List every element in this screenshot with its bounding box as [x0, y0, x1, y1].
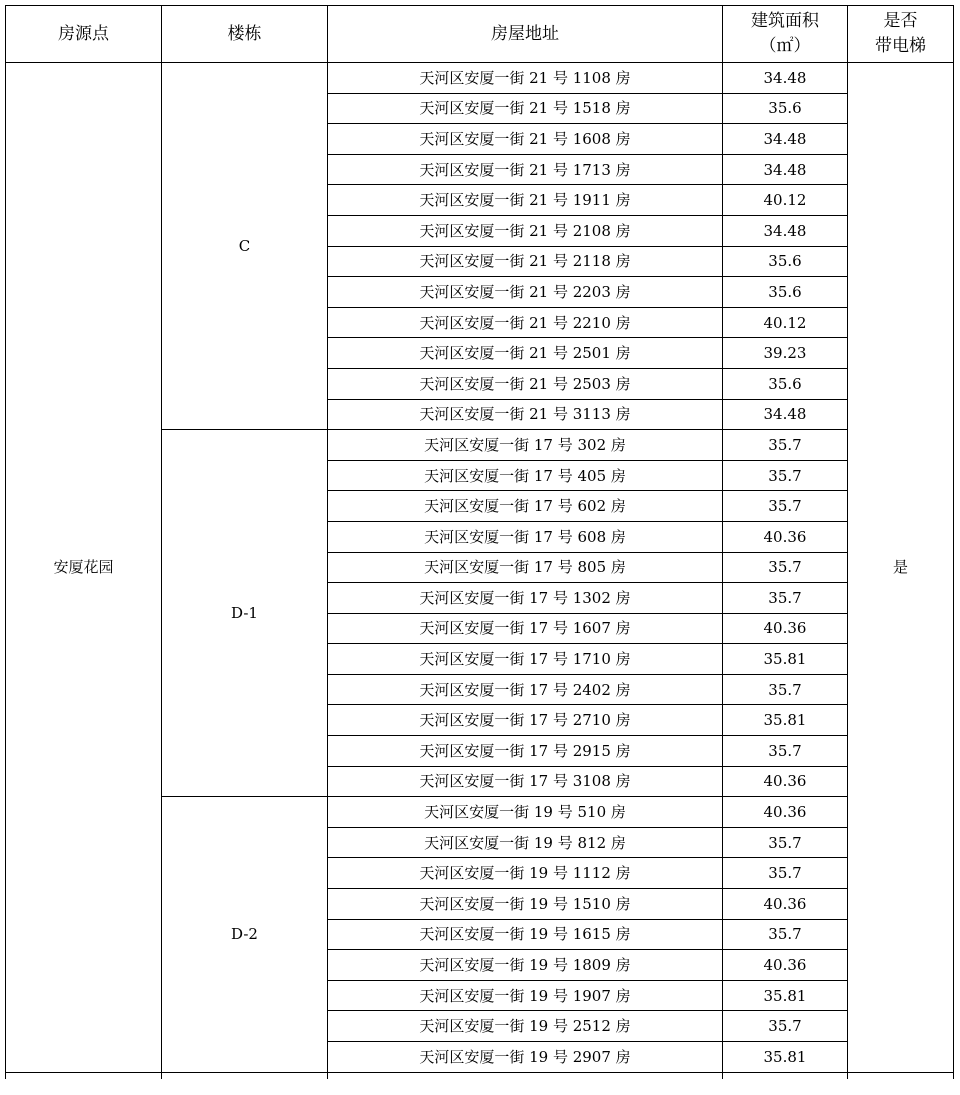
area-cell: 35.6 — [723, 277, 848, 308]
header-area — [723, 6, 848, 63]
header-area-label: 建筑面积 — [751, 11, 819, 31]
header-area-unit: （㎡） — [759, 36, 811, 56]
address-cell: 天河区安厦一街 17 号 1607 房 — [328, 613, 723, 644]
address-cell: 天河区安厦一街 17 号 2402 房 — [328, 674, 723, 705]
building-cell: D-1 — [162, 430, 328, 797]
address-cell: 天河区安厦一街 19 号 2907 房 — [328, 1042, 723, 1073]
table-row — [6, 63, 954, 94]
header-elevator-line2: 带电梯 — [875, 36, 926, 56]
building-cell: C — [162, 63, 328, 430]
address-cell: 天河区安厦一街 19 号 812 房 — [328, 827, 723, 858]
address-cell: 天河区安厦一街 17 号 1710 房 — [328, 644, 723, 675]
address-cell: 天河区安厦一街 21 号 2108 房 — [328, 215, 723, 246]
address-cell: 天河区安厦一街 19 号 1615 房 — [328, 919, 723, 950]
table-body — [6, 63, 954, 1079]
cutoff-cell — [848, 1072, 954, 1079]
header-building: 楼栋 — [162, 6, 328, 63]
area-cell: 35.81 — [723, 980, 848, 1011]
area-cell: 40.36 — [723, 950, 848, 981]
address-cell: 天河区安厦一街 19 号 510 房 — [328, 797, 723, 828]
area-cell: 34.48 — [723, 124, 848, 155]
area-cell: 39.23 — [723, 338, 848, 369]
address-cell: 天河区安厦一街 21 号 2503 房 — [328, 368, 723, 399]
area-cell: 35.7 — [723, 1011, 848, 1042]
area-cell: 35.7 — [723, 552, 848, 583]
area-cell: 35.7 — [723, 919, 848, 950]
address-cell: 天河区安厦一街 21 号 1108 房 — [328, 63, 723, 94]
area-cell: 35.7 — [723, 460, 848, 491]
address-cell: 天河区安厦一街 17 号 1302 房 — [328, 583, 723, 614]
area-cell: 34.48 — [723, 215, 848, 246]
area-cell: 35.81 — [723, 705, 848, 736]
area-cell: 35.7 — [723, 430, 848, 461]
address-cell: 天河区安厦一街 17 号 805 房 — [328, 552, 723, 583]
address-cell: 天河区安厦一街 21 号 2210 房 — [328, 307, 723, 338]
address-cell: 天河区安厦一街 21 号 2118 房 — [328, 246, 723, 277]
area-cell: 35.7 — [723, 736, 848, 767]
cutoff-cell — [162, 1072, 328, 1079]
area-cell: 40.36 — [723, 766, 848, 797]
area-cell: 40.12 — [723, 185, 848, 216]
area-cell: 40.12 — [723, 307, 848, 338]
area-cell: 34.48 — [723, 399, 848, 430]
area-cell: 35.7 — [723, 583, 848, 614]
area-cell: 35.81 — [723, 1042, 848, 1073]
header-elevator — [848, 6, 954, 63]
address-cell: 天河区安厦一街 17 号 302 房 — [328, 430, 723, 461]
area-cell: 35.7 — [723, 674, 848, 705]
area-cell: 35.7 — [723, 858, 848, 889]
address-cell: 天河区安厦一街 17 号 2710 房 — [328, 705, 723, 736]
area-cell: 35.6 — [723, 246, 848, 277]
site-name-cell: 安厦花园 — [6, 63, 162, 1073]
housing-table — [5, 5, 954, 1079]
area-cell: 35.7 — [723, 491, 848, 522]
address-cell: 天河区安厦一街 21 号 2203 房 — [328, 277, 723, 308]
address-cell: 天河区安厦一街 19 号 1510 房 — [328, 889, 723, 920]
cutoff-cell — [723, 1072, 848, 1079]
address-cell: 天河区安厦一街 21 号 1713 房 — [328, 154, 723, 185]
address-cell: 天河区安厦一街 21 号 1518 房 — [328, 93, 723, 124]
address-cell: 天河区安厦一街 19 号 1112 房 — [328, 858, 723, 889]
area-cell: 40.36 — [723, 889, 848, 920]
cutoff-cell — [328, 1072, 723, 1079]
address-cell: 天河区安厦一街 17 号 602 房 — [328, 491, 723, 522]
area-cell: 35.6 — [723, 368, 848, 399]
area-cell: 35.7 — [723, 827, 848, 858]
header-elevator-line1: 是否 — [883, 11, 918, 31]
address-cell: 天河区安厦一街 21 号 2501 房 — [328, 338, 723, 369]
address-cell: 天河区安厦一街 21 号 1911 房 — [328, 185, 723, 216]
address-cell: 天河区安厦一街 17 号 2915 房 — [328, 736, 723, 767]
address-cell: 天河区安厦一街 21 号 1608 房 — [328, 124, 723, 155]
address-cell: 天河区安厦一街 17 号 405 房 — [328, 460, 723, 491]
area-cell: 40.36 — [723, 521, 848, 552]
area-cell: 40.36 — [723, 797, 848, 828]
cutoff-row — [6, 1072, 954, 1079]
address-cell: 天河区安厦一街 19 号 2512 房 — [328, 1011, 723, 1042]
cutoff-cell — [6, 1072, 162, 1079]
area-cell: 34.48 — [723, 63, 848, 94]
elevator-cell: 是 — [848, 63, 954, 1073]
area-cell: 35.6 — [723, 93, 848, 124]
header-site: 房源点 — [6, 6, 162, 63]
header-row — [6, 6, 954, 63]
building-cell: D-2 — [162, 797, 328, 1072]
address-cell: 天河区安厦一街 17 号 3108 房 — [328, 766, 723, 797]
area-cell: 40.36 — [723, 613, 848, 644]
address-cell: 天河区安厦一街 19 号 1809 房 — [328, 950, 723, 981]
area-cell: 34.48 — [723, 154, 848, 185]
area-cell: 35.81 — [723, 644, 848, 675]
address-cell: 天河区安厦一街 19 号 1907 房 — [328, 980, 723, 1011]
address-cell: 天河区安厦一街 21 号 3113 房 — [328, 399, 723, 430]
header-address: 房屋地址 — [328, 6, 723, 63]
address-cell: 天河区安厦一街 17 号 608 房 — [328, 521, 723, 552]
